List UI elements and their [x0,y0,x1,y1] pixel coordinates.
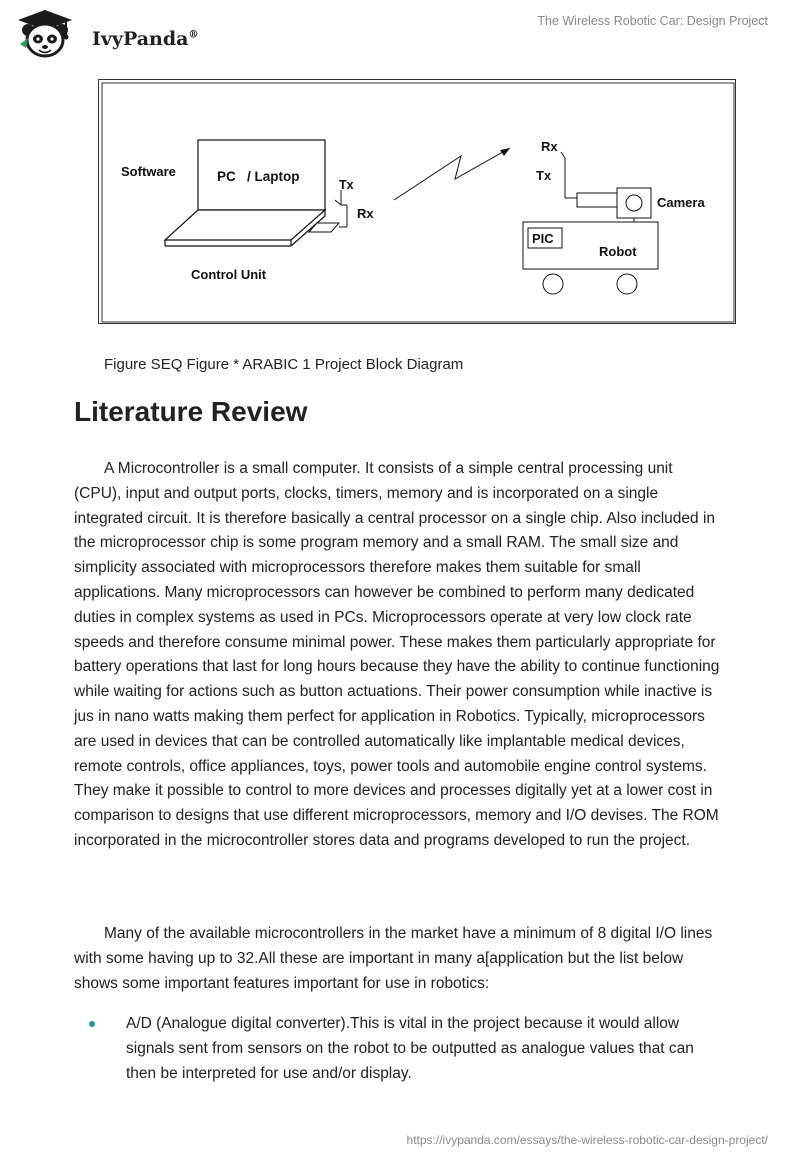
laptop-base [165,210,325,240]
label-software: Software [121,164,176,179]
list-item [74,1012,724,1086]
brand-name: IvyPanda® [92,28,199,50]
paragraph-2: Many of the available microcontrollers in the market have a minimum of 8 digital I/O lines with some having up to 32.All these are important in many a[application but the list below shows some important features important for use in robotics: [74,925,713,992]
label-pc-laptop: PC / Laptop [217,169,300,184]
label-tx-right: Tx [536,168,552,183]
label-rx-right: Rx [541,139,558,154]
label-pic: PIC [532,231,554,246]
camera-mount [577,193,617,207]
panda-graduate-icon [14,8,76,58]
label-rx-left: Rx [357,206,374,221]
document-title: The Wireless Robotic Car: Design Project [537,14,768,28]
label-control-unit: Control Unit [191,267,267,282]
page-header [0,0,800,70]
section-heading: Literature Review [74,396,308,427]
feature-list [74,1012,724,1086]
label-tx-left: Tx [339,178,354,192]
robot-wheel-right [617,274,637,294]
paragraph-1: A Microcontroller is a small computer. It consists of a simple central processing unit (CPU), input and output ports, clocks, timers, memory and is incorporated on a single integrated circuit. It is therefore basically a central processor on a single chip. Also included in the microprocessor chip is some program memory and a small RAM. The small size and simplicity associated with microprocessors therefore makes them suitable for small applications. Many microprocessors can however be combined to perform many dedicated duties in complex systems as used in PCs. Microprocessors operate at very low clock rate speeds and therefore consume minimal power. These makes them particularly appropriate for battery operations that last for long hours because they have the ability to continue functioning while waiting for actions such as button actuations. Their power consumption while inactive is jus in nano watts making them perfect for application in Robotics. Typically, microprocessors are used in devices that can be controlled automatically like implantable medical devices, remote controls, office appliances, toys, power tools and automobile engine control systems. They make it possible to control to more devices and processes digitally yet at a lower cost in comparison to designs that use different microprocessors, memory and I/O devises. The ROM incorporated in the microcontroller stores data and programs developed to run the project. [74,460,720,849]
camera-lens [626,195,642,211]
bullet-dot-icon [89,1021,95,1027]
ivypanda-logo[interactable] [14,8,214,58]
label-camera: Camera [657,195,705,210]
list-item-text: A/D (Analogue digital converter).This is vital in the project because it would allow signals sent from sensors on the robot to be outputted as analogue values that can then be interpreted for use and/or display. [126,1015,694,1082]
robot-wheel-left [543,274,563,294]
figure-caption: Figure SEQ Figure * ARABIC 1 Project Block Diagram [104,356,464,373]
project-block-diagram [98,79,736,324]
wireless-signal-arrow [394,148,510,200]
label-robot: Robot [599,244,637,259]
usb-transmitter [309,223,339,232]
source-url[interactable]: https://ivypanda.com/essays/the-wireless-robotic-car-design-project/ [406,1133,768,1147]
